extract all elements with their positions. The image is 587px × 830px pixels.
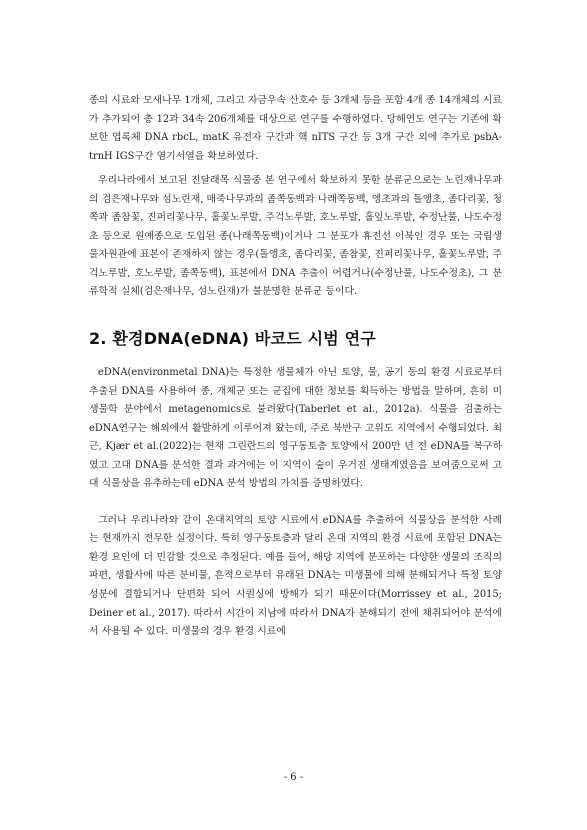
page-number: - 6 - [283, 772, 304, 783]
body-paragraph: eDNA(environmetal DNA)는 특정한 생물체가 아닌 토양, 물, 공기 등의 환경 시료로부터 추출된 DNA를 사용하여 종, 개체군 또는 군집에 대한 정보를 획득하는 방법을 말하며, 흔히 미생물학 분야에서 metagenomics로 불려왔다(Taberlet et al., 2012a). 식물을 검출하는 eDNA연구는 해외에서 활발하게 이루어져 왔는데, 주로 북반구 고위도 지역에서 수행되었다. 최근, Kjær et al.(2022)는 현재 그린란드의 영구동토층 토양에서 200만 년 전 eDNA를 복구하였고 고대 DNA를 분석한 결과 과거에는 이 지역이 숲이 우거진 생태계였음을 보여줌으로써 고대 식물상을 유추하는데 eDNA 분석 방법의 가치를 증명하였다. [89, 367, 502, 490]
body-paragraph: 종의 시료와 모새나무 1개체, 그리고 자금우속 산호수 등 3개체 등을 포함 4개 종 14개체의 시료가 추가되어 총 12과 34속 206개체를 대상으로 연구를 수행하였다. 당해연도 연구는 기존에 확보한 엽록체 DNA rbcL, matK 유전자 구간과 핵 nITS 구간 등 3개 구간 외에 추가로 psbA-trnH IGS구간 염기서열을 확보하였다. [89, 95, 502, 162]
section-heading: 2. 환경DNA(eDNA) 바코드 시범 연구 [89, 329, 376, 349]
body-paragraph: 우리나라에서 보고된 진달래목 식물중 본 연구에서 확보하지 못한 분류군으로는 노린재나무과의 검은재나무와 섬노린재, 매죽나무과의 좀쪽동백과 나래쪽동백, 앵초과의 돌앵초, 좀다리꽃, 청쪽과 좀참꽃, 진퍼리꽃나무, 홀꽃노루발, 주걱노루발, 호노루발, 홀잎노루발, 수정난풀, 나도수정초 등으로 원예종으로 도입된 종(나래쪽동백)이거나 그 분포가 휴전선 이북인 경우 또는 국립생물자원관에 표본이 존재하지 않는 경우(돌앵초, 좀다리꽃, 좀참꽃, 진퍼리꽃나무, 홀꽃노루발, 주걱노루발, 호노루발, 좀쪽동백), 표본에서 DNA 추출이 어렵거나(수정난풀, 나도수정초), 그 분류학적 실체(검은재나무, 섬노린재)가 불분명한 분류군 등이다. [89, 175, 502, 298]
body-paragraph: 그러나 우리나라와 같이 온대지역의 토양 시료에서 eDNA를 추출하여 식물상을 분석한 사례는 현재까지 전무한 실정이다. 특히 영구동토층과 달리 온대 지역의 환경 시료에 포함된 DNA는 환경 요인에 더 민감할 것으로 추정된다. 예를 들어, 해당 지역에 분포하는 다양한 생물의 조직의 파편, 생활사에 따른 분비물, 흔적으로부터 유래된 DNA는 미생물에 의해 분해되거나 특정 토양 성분에 결합되거나 단편화 되어 시퀀싱에 방해가 되기 때문이다(Morrissey et al., 2015; Deiner et al., 2017). 따라서 시간이 지남에 따라서 DNA가 분해되기 전에 채취되어야 분석에서 사용될 수 있다. 미생물의 경우 환경 시료에 [89, 514, 502, 638]
page-body [89, 92, 502, 642]
